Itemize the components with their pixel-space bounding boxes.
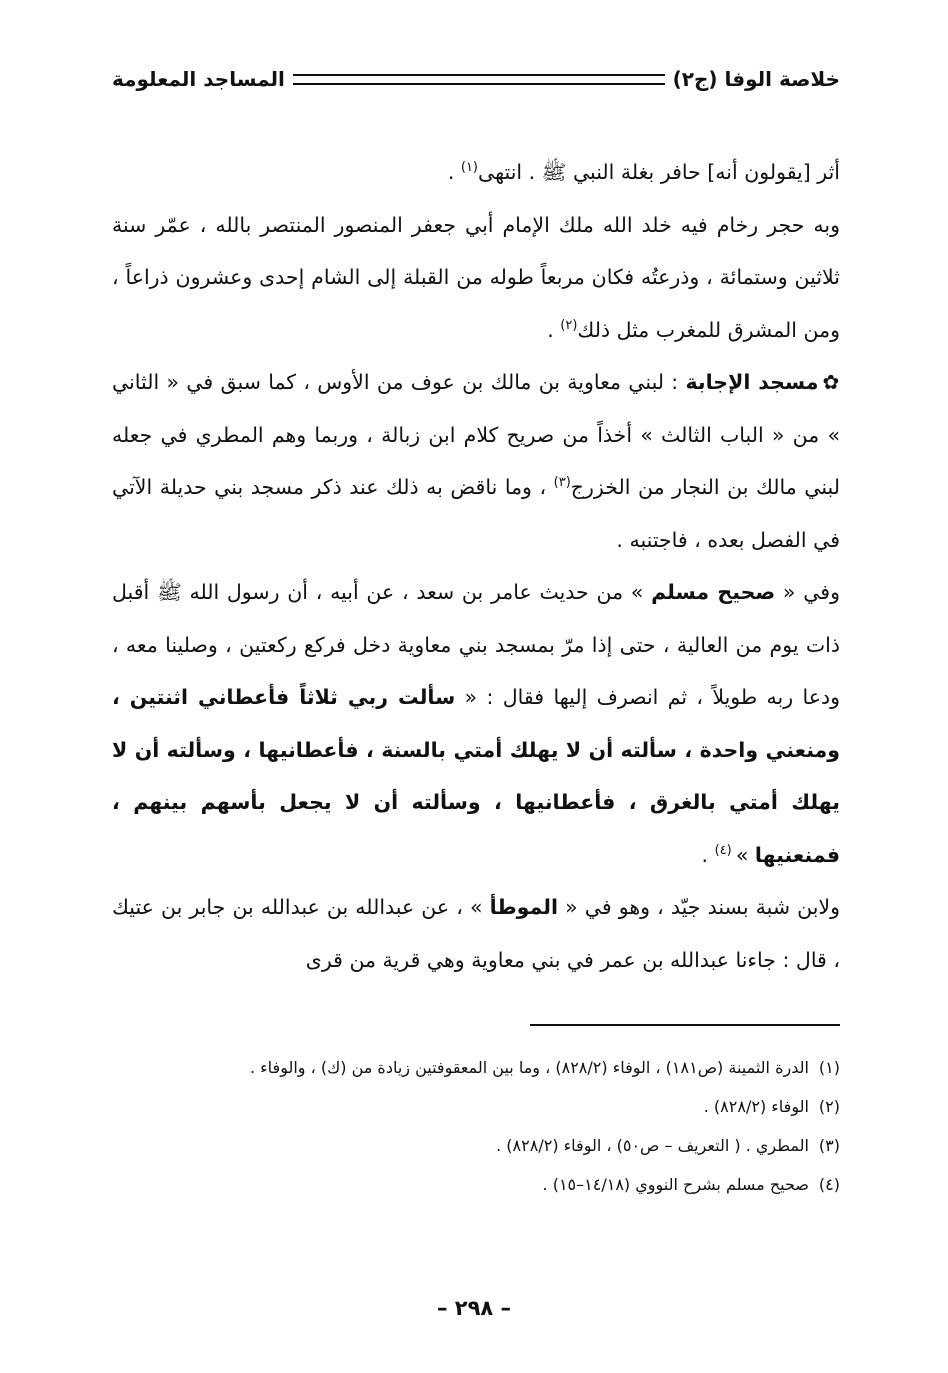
flower-icon: ✿ — [822, 370, 840, 394]
section-title: المساجد المعلومة — [112, 67, 285, 91]
header-rule — [293, 74, 665, 85]
book-name: الموطأ — [489, 895, 558, 919]
paragraph-3: ✿مسجد الإجابة : لبني معاوية بن مالك بن عوف من الأوس ، كما سبق في « الثاني » من « الباب الثالث » أخذاً من صريح كلام ابن زبالة ، وربما وهم المطري في جعله لبني مالك بن النجار من الخزرج$^{(٣)}$ ، وما ناقض به ذلك عند ذكر مسجد بني حديلة الآتي في الفصل بعده ، فاجتنبه . — [112, 370, 840, 552]
footnote: (٤)صحيح مسلم بشرح النووي (١٤/١٨–١٥) . — [542, 1175, 840, 1194]
footnote-separator — [530, 1024, 840, 1026]
page-number: – ٢٩٨ – — [436, 1296, 512, 1320]
footnote: (١)الدرة الثمينة (ص١٨١) ، الوفاء (٨٢٨/٢) ، وما بين المعقوفتين زيادة من (ك) ، والوفاء . — [249, 1058, 840, 1077]
paragraph-5: ولابن شبة بسند جيّد ، وهو في « الموطأ » ، عن عبدالله بن عبدالله بن جابر بن عتيك ، قال : جاءنا عبدالله بن عمر في بني معاوية وهي قرية من قرى — [112, 895, 841, 972]
footnote-ref-1: (١) — [460, 160, 478, 176]
running-header — [112, 62, 840, 96]
book-title: خلاصة الوفا (ج٢) — [672, 67, 840, 91]
footnote: (٣)المطري . ( التعريف – ص٥٠) ، الوفاء (٨٢٨/٢) . — [496, 1136, 840, 1155]
book-name: صحيح مسلم — [651, 580, 776, 604]
paragraph-1: أثر [يقولون أنه] حافر بغلة النبي ﷺ . انتهى$^{(١)}$ . — [447, 160, 840, 184]
footnotes — [112, 1048, 840, 1204]
main-text — [112, 146, 840, 986]
hadith-quote: سألت ربي ثلاثاً فأعطاني اثنتين ، ومنعني واحدة ، سألته أن لا يهلك أمتي بالسنة ، فأعطانيها ، وسألته أن لا يهلك أمتي بالغرق ، فأعطانيها ، وسألته أن لا يجعل بأسهم بينهم ، فمنعنيها — [112, 685, 840, 867]
footnote-ref-2: (٢) — [560, 317, 578, 333]
footnote-ref-4: (٤) — [714, 842, 736, 858]
paragraph-2: وبه حجر رخام فيه خلد الله ملك الإمام أبي جعفر المنصور المنتصر بالله ، عمّر سنة ثلاثين وستمائة ، وذرعتُه فكان مربعاً طوله من القبلة إلى الشام إحدى وعشرون ذراعاً ، ومن المشرق للمغرب مثل ذلك$^{(٢)}$ . — [112, 212, 840, 342]
footnote: (٢)الوفاء (٨٢٨/٢) . — [703, 1097, 840, 1116]
paragraph-4: وفي « صحيح مسلم » من حديث عامر بن سعد ، عن أبيه ، أن رسول الله ﷺ أقبل ذات يوم من العالية ، حتى إذا مرّ بمسجد بني معاوية دخل فركع ركعتين ، وصلينا معه ، ودعا ربه طويلاً ، ثم انصرف إليها فقال : « سألت ربي ثلاثاً فأعطاني اثنتين ، ومنعني واحدة ، سألته أن لا يهلك أمتي بالسنة ، فأعطانيها ، وسألته أن لا يهلك أمتي بالغرق ، فأعطانيها ، وسألته أن لا يجعل بأسهم بينهم ، فمنعنيها » $^{(٤)}$ . — [112, 580, 840, 867]
section-heading: مسجد الإجابة — [685, 370, 819, 394]
footnote-ref-3: (٣) — [553, 475, 571, 491]
